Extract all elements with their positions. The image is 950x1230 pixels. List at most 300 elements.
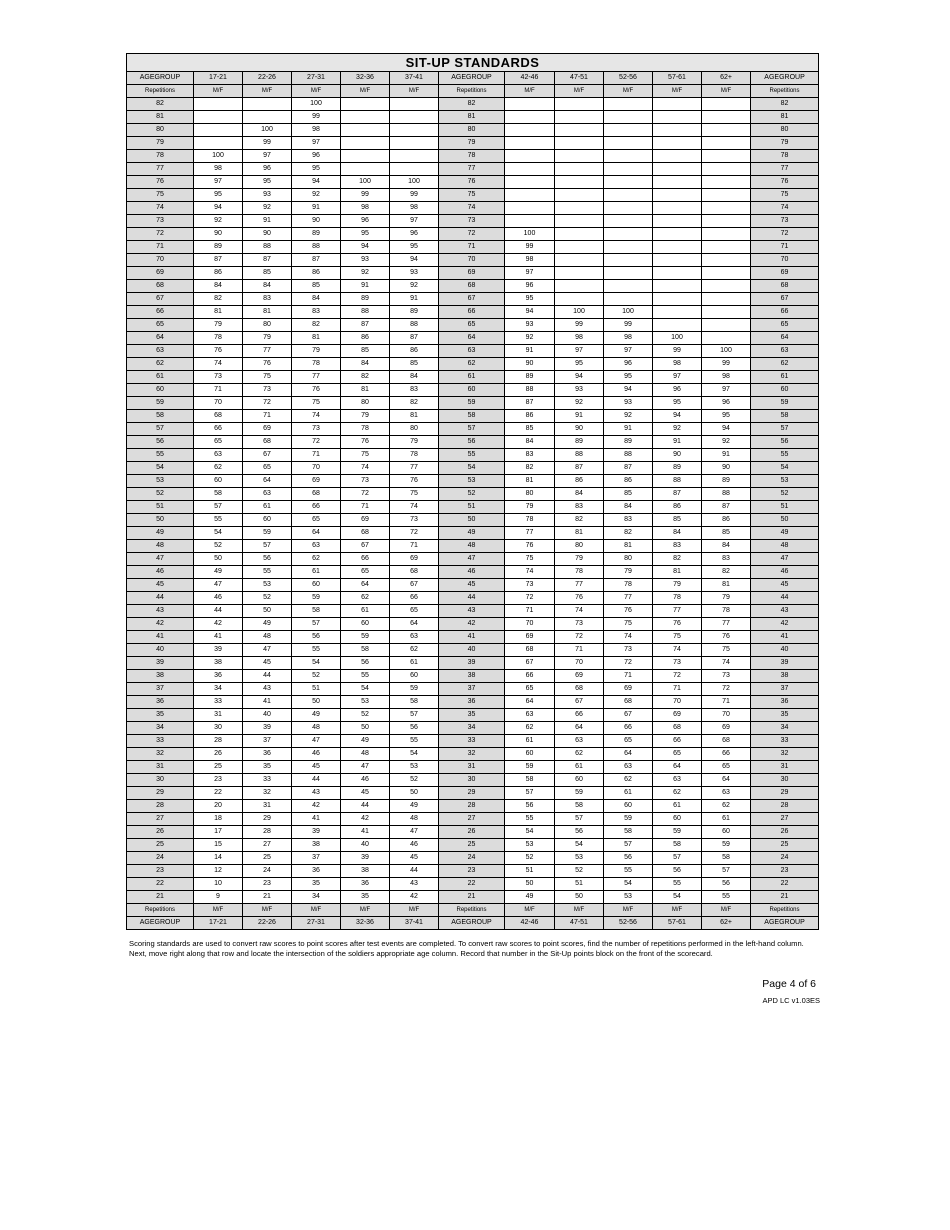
score-cell: 76	[390, 475, 439, 488]
score-cell	[555, 254, 604, 267]
score-cell: 55	[390, 735, 439, 748]
repetitions-cell: 32	[751, 748, 819, 761]
table-row	[127, 449, 819, 462]
table-row	[127, 371, 819, 384]
score-cell: 100	[341, 176, 390, 189]
score-cell	[505, 150, 555, 163]
table-row	[127, 436, 819, 449]
repetitions-cell: 35	[127, 709, 194, 722]
score-cell	[555, 228, 604, 241]
score-cell: 92	[194, 215, 243, 228]
score-cell: 76	[341, 436, 390, 449]
scoring-note: Scoring standards are used to convert raw scores to point scores after test events are completed. To convert raw scores to point scores, find the number of repetitions performed in the left-hand column. Next, move right along that row and locate the intersection of the soldiers appropriate age column. Record that number in the Sit-Up points block on the front of the scorecard.	[129, 939, 804, 958]
score-cell: 83	[604, 514, 653, 527]
score-cell: 77	[653, 605, 702, 618]
table-row	[127, 865, 819, 878]
score-cell: 62	[653, 787, 702, 800]
score-cell	[555, 189, 604, 202]
score-cell	[555, 293, 604, 306]
repetitions-cell: 47	[439, 553, 505, 566]
score-cell: 96	[341, 215, 390, 228]
repetitions-label: Repetitions	[127, 85, 194, 98]
score-cell: 87	[653, 488, 702, 501]
score-cell: 67	[390, 579, 439, 592]
score-cell: 72	[653, 670, 702, 683]
score-cell: 67	[341, 540, 390, 553]
score-cell: 91	[505, 345, 555, 358]
score-cell: 79	[702, 592, 751, 605]
score-cell: 92	[505, 332, 555, 345]
score-cell	[604, 150, 653, 163]
score-cell: 98	[555, 332, 604, 345]
score-cell: 98	[604, 332, 653, 345]
repetitions-cell: 27	[127, 813, 194, 826]
score-cell	[604, 111, 653, 124]
score-cell: 96	[390, 228, 439, 241]
repetitions-cell: 57	[751, 423, 819, 436]
score-cell: 99	[341, 189, 390, 202]
score-cell: 93	[243, 189, 292, 202]
score-cell	[702, 98, 751, 111]
age-group-header: 27-31	[292, 917, 341, 930]
score-cell: 84	[604, 501, 653, 514]
table-row	[127, 163, 819, 176]
repetitions-cell: 64	[439, 332, 505, 345]
repetitions-cell: 56	[439, 436, 505, 449]
score-cell: 57	[653, 852, 702, 865]
score-cell: 90	[194, 228, 243, 241]
repetitions-cell: 46	[127, 566, 194, 579]
score-cell: 73	[505, 579, 555, 592]
score-cell: 99	[555, 319, 604, 332]
score-cell: 56	[341, 657, 390, 670]
score-cell: 100	[243, 124, 292, 137]
score-cell	[653, 98, 702, 111]
score-cell: 91	[341, 280, 390, 293]
repetitions-cell: 25	[751, 839, 819, 852]
score-cell: 25	[194, 761, 243, 774]
score-cell: 44	[390, 865, 439, 878]
repetitions-cell: 76	[439, 176, 505, 189]
score-cell: 53	[341, 696, 390, 709]
score-cell: 58	[341, 644, 390, 657]
score-cell: 41	[243, 696, 292, 709]
score-cell	[341, 163, 390, 176]
repetitions-cell: 21	[439, 891, 505, 904]
score-cell: 85	[390, 358, 439, 371]
score-cell: 50	[390, 787, 439, 800]
score-cell: 59	[292, 592, 341, 605]
score-cell	[555, 280, 604, 293]
score-cell: 62	[604, 774, 653, 787]
repetitions-cell: 80	[127, 124, 194, 137]
table-row	[127, 631, 819, 644]
score-cell: 81	[194, 306, 243, 319]
repetitions-cell: 58	[751, 410, 819, 423]
repetitions-cell: 68	[127, 280, 194, 293]
repetitions-cell: 61	[439, 371, 505, 384]
score-cell: 40	[243, 709, 292, 722]
age-group-header: 62+	[702, 72, 751, 85]
score-cell: 76	[194, 345, 243, 358]
score-cell: 92	[243, 202, 292, 215]
repetitions-cell: 41	[439, 631, 505, 644]
score-cell	[653, 137, 702, 150]
score-cell: 83	[653, 540, 702, 553]
repetitions-cell: 31	[439, 761, 505, 774]
repetitions-cell: 42	[751, 618, 819, 631]
score-cell: 38	[341, 865, 390, 878]
score-cell: 78	[390, 449, 439, 462]
age-group-header: 22-26	[243, 72, 292, 85]
table-row	[127, 384, 819, 397]
score-cell: 88	[341, 306, 390, 319]
score-cell: 63	[702, 787, 751, 800]
score-cell: 100	[604, 306, 653, 319]
score-cell	[653, 254, 702, 267]
score-cell: 78	[341, 423, 390, 436]
score-cell: 67	[555, 696, 604, 709]
repetitions-cell: 36	[751, 696, 819, 709]
repetitions-cell: 35	[439, 709, 505, 722]
score-cell: 56	[702, 878, 751, 891]
score-cell: 90	[555, 423, 604, 436]
table-row	[127, 670, 819, 683]
score-cell: 94	[194, 202, 243, 215]
score-cell: 39	[341, 852, 390, 865]
repetitions-cell: 59	[127, 397, 194, 410]
score-cell: 64	[604, 748, 653, 761]
repetitions-cell: 45	[127, 579, 194, 592]
table-row	[127, 306, 819, 319]
score-cell: 83	[702, 553, 751, 566]
age-group-label: AGEGROUP	[751, 72, 819, 85]
repetitions-cell: 30	[127, 774, 194, 787]
score-cell	[702, 280, 751, 293]
sex-label: M/F	[702, 904, 751, 917]
sex-label: M/F	[555, 904, 604, 917]
repetitions-cell: 27	[751, 813, 819, 826]
repetitions-cell: 60	[439, 384, 505, 397]
sex-label: M/F	[341, 85, 390, 98]
repetitions-cell: 34	[439, 722, 505, 735]
sex-label: M/F	[505, 904, 555, 917]
sex-label: M/F	[653, 85, 702, 98]
score-cell: 88	[604, 449, 653, 462]
score-cell: 63	[243, 488, 292, 501]
score-cell: 92	[702, 436, 751, 449]
repetitions-cell: 38	[127, 670, 194, 683]
score-cell: 97	[555, 345, 604, 358]
repetitions-cell: 76	[127, 176, 194, 189]
score-cell: 50	[194, 553, 243, 566]
score-cell	[555, 98, 604, 111]
sex-label: M/F	[604, 85, 653, 98]
age-group-header: 47-51	[555, 72, 604, 85]
score-cell	[555, 241, 604, 254]
table-row	[127, 774, 819, 787]
table-row	[127, 696, 819, 709]
repetitions-cell: 74	[127, 202, 194, 215]
score-cell: 49	[292, 709, 341, 722]
score-cell: 75	[292, 397, 341, 410]
repetitions-cell: 73	[751, 215, 819, 228]
score-cell: 67	[243, 449, 292, 462]
repetitions-cell: 24	[127, 852, 194, 865]
repetitions-cell: 77	[439, 163, 505, 176]
score-cell: 61	[702, 813, 751, 826]
score-cell: 79	[555, 553, 604, 566]
score-cell: 87	[702, 501, 751, 514]
score-cell	[702, 228, 751, 241]
score-cell: 56	[243, 553, 292, 566]
score-cell: 99	[243, 137, 292, 150]
version-label: APD LC v1.03ES	[762, 996, 820, 1005]
score-cell: 74	[194, 358, 243, 371]
repetitions-cell: 43	[751, 605, 819, 618]
table-row	[127, 241, 819, 254]
score-cell: 59	[555, 787, 604, 800]
score-cell: 55	[505, 813, 555, 826]
score-cell: 84	[194, 280, 243, 293]
repetitions-cell: 22	[127, 878, 194, 891]
score-cell: 63	[555, 735, 604, 748]
score-cell: 55	[604, 865, 653, 878]
sex-label: M/F	[341, 904, 390, 917]
score-cell: 68	[243, 436, 292, 449]
score-cell: 77	[292, 371, 341, 384]
score-cell: 76	[292, 384, 341, 397]
score-cell: 94	[505, 306, 555, 319]
table-row	[127, 813, 819, 826]
score-cell: 88	[505, 384, 555, 397]
score-cell: 60	[604, 800, 653, 813]
repetitions-cell: 25	[439, 839, 505, 852]
score-cell: 54	[390, 748, 439, 761]
score-cell	[505, 98, 555, 111]
score-cell: 10	[194, 878, 243, 891]
score-cell: 95	[653, 397, 702, 410]
score-cell	[702, 202, 751, 215]
score-cell: 58	[292, 605, 341, 618]
score-cell: 82	[194, 293, 243, 306]
score-cell	[653, 319, 702, 332]
score-cell: 28	[243, 826, 292, 839]
score-cell	[604, 228, 653, 241]
score-cell: 54	[604, 878, 653, 891]
score-cell: 30	[194, 722, 243, 735]
repetitions-cell: 36	[127, 696, 194, 709]
score-cell: 52	[555, 865, 604, 878]
score-cell	[555, 176, 604, 189]
score-cell: 35	[341, 891, 390, 904]
repetitions-cell: 56	[751, 436, 819, 449]
repetitions-cell: 39	[127, 657, 194, 670]
repetitions-cell: 69	[439, 267, 505, 280]
score-cell: 34	[194, 683, 243, 696]
score-cell	[653, 150, 702, 163]
score-cell: 79	[292, 345, 341, 358]
score-cell: 48	[292, 722, 341, 735]
score-cell: 89	[653, 462, 702, 475]
score-cell: 95	[702, 410, 751, 423]
score-cell: 81	[555, 527, 604, 540]
score-cell	[390, 98, 439, 111]
score-cell: 88	[390, 319, 439, 332]
score-cell: 72	[505, 592, 555, 605]
score-cell: 64	[341, 579, 390, 592]
score-cell: 72	[243, 397, 292, 410]
score-cell: 54	[505, 826, 555, 839]
score-cell: 42	[194, 618, 243, 631]
score-cell: 60	[702, 826, 751, 839]
score-cell: 68	[341, 527, 390, 540]
repetitions-cell: 55	[127, 449, 194, 462]
score-cell: 86	[702, 514, 751, 527]
repetitions-cell: 24	[439, 852, 505, 865]
table-row	[127, 332, 819, 345]
repetitions-cell: 52	[127, 488, 194, 501]
score-cell: 55	[341, 670, 390, 683]
score-cell: 99	[390, 189, 439, 202]
sex-label: M/F	[194, 85, 243, 98]
repetitions-cell: 77	[127, 163, 194, 176]
score-cell: 62	[505, 722, 555, 735]
repetitions-cell: 56	[127, 436, 194, 449]
score-cell: 62	[390, 644, 439, 657]
score-cell: 89	[604, 436, 653, 449]
score-cell: 60	[292, 579, 341, 592]
repetitions-cell: 79	[439, 137, 505, 150]
score-cell: 21	[243, 891, 292, 904]
score-cell: 57	[243, 540, 292, 553]
score-cell: 61	[653, 800, 702, 813]
score-cell: 84	[341, 358, 390, 371]
score-cell	[653, 293, 702, 306]
score-cell: 64	[292, 527, 341, 540]
repetitions-cell: 49	[127, 527, 194, 540]
score-cell: 78	[292, 358, 341, 371]
score-cell: 84	[243, 280, 292, 293]
age-group-header: 42-46	[505, 72, 555, 85]
repetitions-cell: 74	[751, 202, 819, 215]
score-cell: 42	[292, 800, 341, 813]
repetitions-cell: 29	[439, 787, 505, 800]
score-cell: 86	[653, 501, 702, 514]
repetitions-cell: 28	[127, 800, 194, 813]
score-cell: 57	[555, 813, 604, 826]
score-cell: 39	[194, 644, 243, 657]
score-cell: 89	[505, 371, 555, 384]
score-cell: 65	[292, 514, 341, 527]
score-cell: 70	[702, 709, 751, 722]
score-cell: 37	[243, 735, 292, 748]
score-cell: 73	[555, 618, 604, 631]
score-cell	[243, 111, 292, 124]
repetitions-cell: 47	[127, 553, 194, 566]
score-cell: 45	[292, 761, 341, 774]
score-cell: 47	[243, 644, 292, 657]
score-cell: 69	[292, 475, 341, 488]
score-cell: 33	[194, 696, 243, 709]
repetitions-cell: 59	[751, 397, 819, 410]
score-cell: 54	[292, 657, 341, 670]
repetitions-cell: 82	[439, 98, 505, 111]
table-row	[127, 540, 819, 553]
score-cell: 86	[555, 475, 604, 488]
score-cell: 76	[555, 592, 604, 605]
score-cell: 61	[390, 657, 439, 670]
score-cell: 65	[604, 735, 653, 748]
score-cell: 82	[292, 319, 341, 332]
score-cell: 94	[390, 254, 439, 267]
repetitions-cell: 38	[439, 670, 505, 683]
score-cell: 83	[292, 306, 341, 319]
repetitions-cell: 51	[439, 501, 505, 514]
table-row	[127, 410, 819, 423]
score-cell: 68	[390, 566, 439, 579]
age-group-label: AGEGROUP	[439, 917, 505, 930]
score-cell: 89	[390, 306, 439, 319]
score-cell	[653, 267, 702, 280]
repetitions-cell: 64	[127, 332, 194, 345]
repetitions-cell: 42	[439, 618, 505, 631]
score-cell: 76	[505, 540, 555, 553]
score-cell: 49	[194, 566, 243, 579]
score-cell: 96	[604, 358, 653, 371]
score-cell: 39	[292, 826, 341, 839]
score-cell: 81	[341, 384, 390, 397]
repetitions-cell: 72	[751, 228, 819, 241]
score-cell: 64	[390, 618, 439, 631]
repetitions-cell: 76	[751, 176, 819, 189]
repetitions-cell: 58	[439, 410, 505, 423]
score-cell: 12	[194, 865, 243, 878]
score-cell: 91	[604, 423, 653, 436]
score-cell: 89	[194, 241, 243, 254]
score-cell: 48	[243, 631, 292, 644]
score-cell: 85	[604, 488, 653, 501]
score-cell: 71	[292, 449, 341, 462]
score-cell: 47	[194, 579, 243, 592]
repetitions-cell: 41	[127, 631, 194, 644]
score-cell: 69	[604, 683, 653, 696]
score-cell: 99	[653, 345, 702, 358]
repetitions-cell: 67	[751, 293, 819, 306]
score-cell: 44	[292, 774, 341, 787]
repetitions-cell: 44	[439, 592, 505, 605]
score-cell: 62	[341, 592, 390, 605]
repetitions-cell: 31	[127, 761, 194, 774]
score-cell: 55	[194, 514, 243, 527]
table-row	[127, 98, 819, 111]
score-cell: 66	[653, 735, 702, 748]
table-row	[127, 722, 819, 735]
score-cell: 50	[243, 605, 292, 618]
score-cell	[604, 163, 653, 176]
table-row	[127, 397, 819, 410]
score-cell: 52	[194, 540, 243, 553]
repetitions-label: Repetitions	[751, 904, 819, 917]
score-cell: 60	[653, 813, 702, 826]
score-cell: 75	[604, 618, 653, 631]
score-cell	[505, 202, 555, 215]
score-cell: 79	[505, 501, 555, 514]
score-cell: 59	[505, 761, 555, 774]
repetitions-cell: 37	[127, 683, 194, 696]
repetitions-cell: 44	[751, 592, 819, 605]
score-cell: 97	[194, 176, 243, 189]
